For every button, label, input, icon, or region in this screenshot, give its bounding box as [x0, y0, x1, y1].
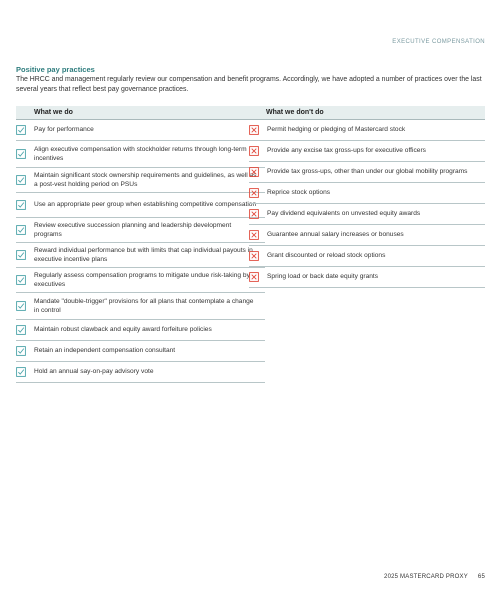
what-we-do-item	[16, 341, 265, 362]
what-we-do-column	[16, 106, 265, 383]
checkmark-icon	[16, 275, 34, 285]
x-mark-icon	[249, 188, 267, 198]
what-we-do-item	[16, 362, 265, 383]
what-we-dont-do-item-text: Reprice stock options	[267, 189, 331, 197]
what-we-dont-do-item-text: Grant discounted or reload stock options	[267, 252, 386, 260]
checkmark-icon	[16, 325, 34, 335]
what-we-do-list	[16, 120, 265, 383]
what-we-do-item-text: Pay for performance	[34, 126, 94, 134]
what-we-dont-do-item-text: Guarantee annual salary increases or bonuses	[267, 231, 404, 239]
what-we-do-item	[16, 168, 265, 193]
checkmark-icon	[16, 149, 34, 159]
checkmark-icon	[16, 346, 34, 356]
what-we-do-item	[16, 141, 265, 168]
what-we-do-item	[16, 293, 265, 320]
what-we-dont-do-item-text: Provide tax gross-ups, other than under our global mobility programs	[267, 168, 468, 176]
what-we-dont-do-heading: What we don't do	[249, 106, 485, 120]
intro-paragraph: The HRCC and management regularly review our compensation and benefit programs. Accordingly, we have adopted a number of practices over the last several years that reflect best pay governance practices.	[16, 76, 482, 93]
checkmark-icon	[16, 250, 34, 260]
x-mark-icon	[249, 230, 267, 240]
what-we-dont-do-item-text: Pay dividend equivalents on unvested equity awards	[267, 210, 421, 218]
x-mark-icon	[249, 209, 267, 219]
x-mark-icon	[249, 167, 267, 177]
what-we-dont-do-item	[249, 120, 485, 141]
checkmark-icon	[16, 125, 34, 135]
what-we-dont-do-item	[249, 204, 485, 225]
what-we-dont-do-item-text: Permit hedging or pledging of Mastercard stock	[267, 126, 406, 134]
what-we-dont-do-item	[249, 246, 485, 267]
footer-document-title: 2025 MASTERCARD PROXY	[384, 574, 468, 580]
what-we-dont-do-column	[249, 106, 485, 288]
what-we-dont-do-item	[249, 267, 485, 288]
what-we-do-item-text: Align executive compensation with stockholder returns through long-term incentives	[34, 145, 247, 162]
what-we-dont-do-item	[249, 183, 485, 204]
what-we-do-item	[16, 268, 265, 293]
what-we-dont-do-item	[249, 225, 485, 246]
what-we-do-item	[16, 320, 265, 341]
what-we-dont-do-item	[249, 162, 485, 183]
checkmark-icon	[16, 175, 34, 185]
what-we-do-item	[16, 218, 265, 243]
page-number: 65	[477, 574, 485, 580]
x-mark-icon	[249, 146, 267, 156]
x-mark-icon	[249, 272, 267, 282]
running-header: EXECUTIVE COMPENSATION	[392, 39, 485, 45]
checkmark-icon	[16, 225, 34, 235]
checkmark-icon	[16, 301, 34, 311]
checkmark-icon	[16, 367, 34, 377]
what-we-do-item	[16, 193, 265, 218]
what-we-do-item-text: Reward individual performance but with limits that cap individual payouts in executive incentive plans	[34, 246, 253, 263]
what-we-dont-do-item-text: Provide any excise tax gross-ups for executive officers	[267, 147, 426, 155]
what-we-dont-do-item	[249, 141, 485, 162]
what-we-do-item-text: Hold an annual say-on-pay advisory vote	[34, 368, 154, 376]
what-we-do-item-text: Mandate "double-trigger" provisions for all plans that contemplate a change in control	[34, 297, 254, 314]
what-we-do-item	[16, 120, 265, 141]
what-we-do-item-text: Regularly assess compensation programs to mitigate undue risk-taking by executives	[34, 271, 250, 288]
x-mark-icon	[249, 251, 267, 261]
what-we-do-item-text: Review executive succession planning and leadership development programs	[34, 221, 232, 238]
checkmark-icon	[16, 200, 34, 210]
what-we-do-heading: What we do	[16, 106, 265, 120]
x-mark-icon	[249, 125, 267, 135]
page-footer	[384, 574, 485, 580]
what-we-dont-do-item-text: Spring load or back date equity grants	[267, 273, 379, 281]
what-we-do-item-text: Use an appropriate peer group when establishing competitive compensation	[34, 201, 257, 209]
what-we-do-item-text: Maintain robust clawback and equity award forfeiture policies	[34, 326, 212, 334]
what-we-do-item-text: Maintain significant stock ownership requirements and guidelines, as well as a post-vest holding period on PSUs	[34, 171, 257, 188]
section-title: Positive pay practices	[16, 65, 95, 74]
what-we-do-item	[16, 243, 265, 268]
what-we-do-item-text: Retain an independent compensation consultant	[34, 347, 176, 355]
what-we-dont-do-list	[249, 120, 485, 288]
